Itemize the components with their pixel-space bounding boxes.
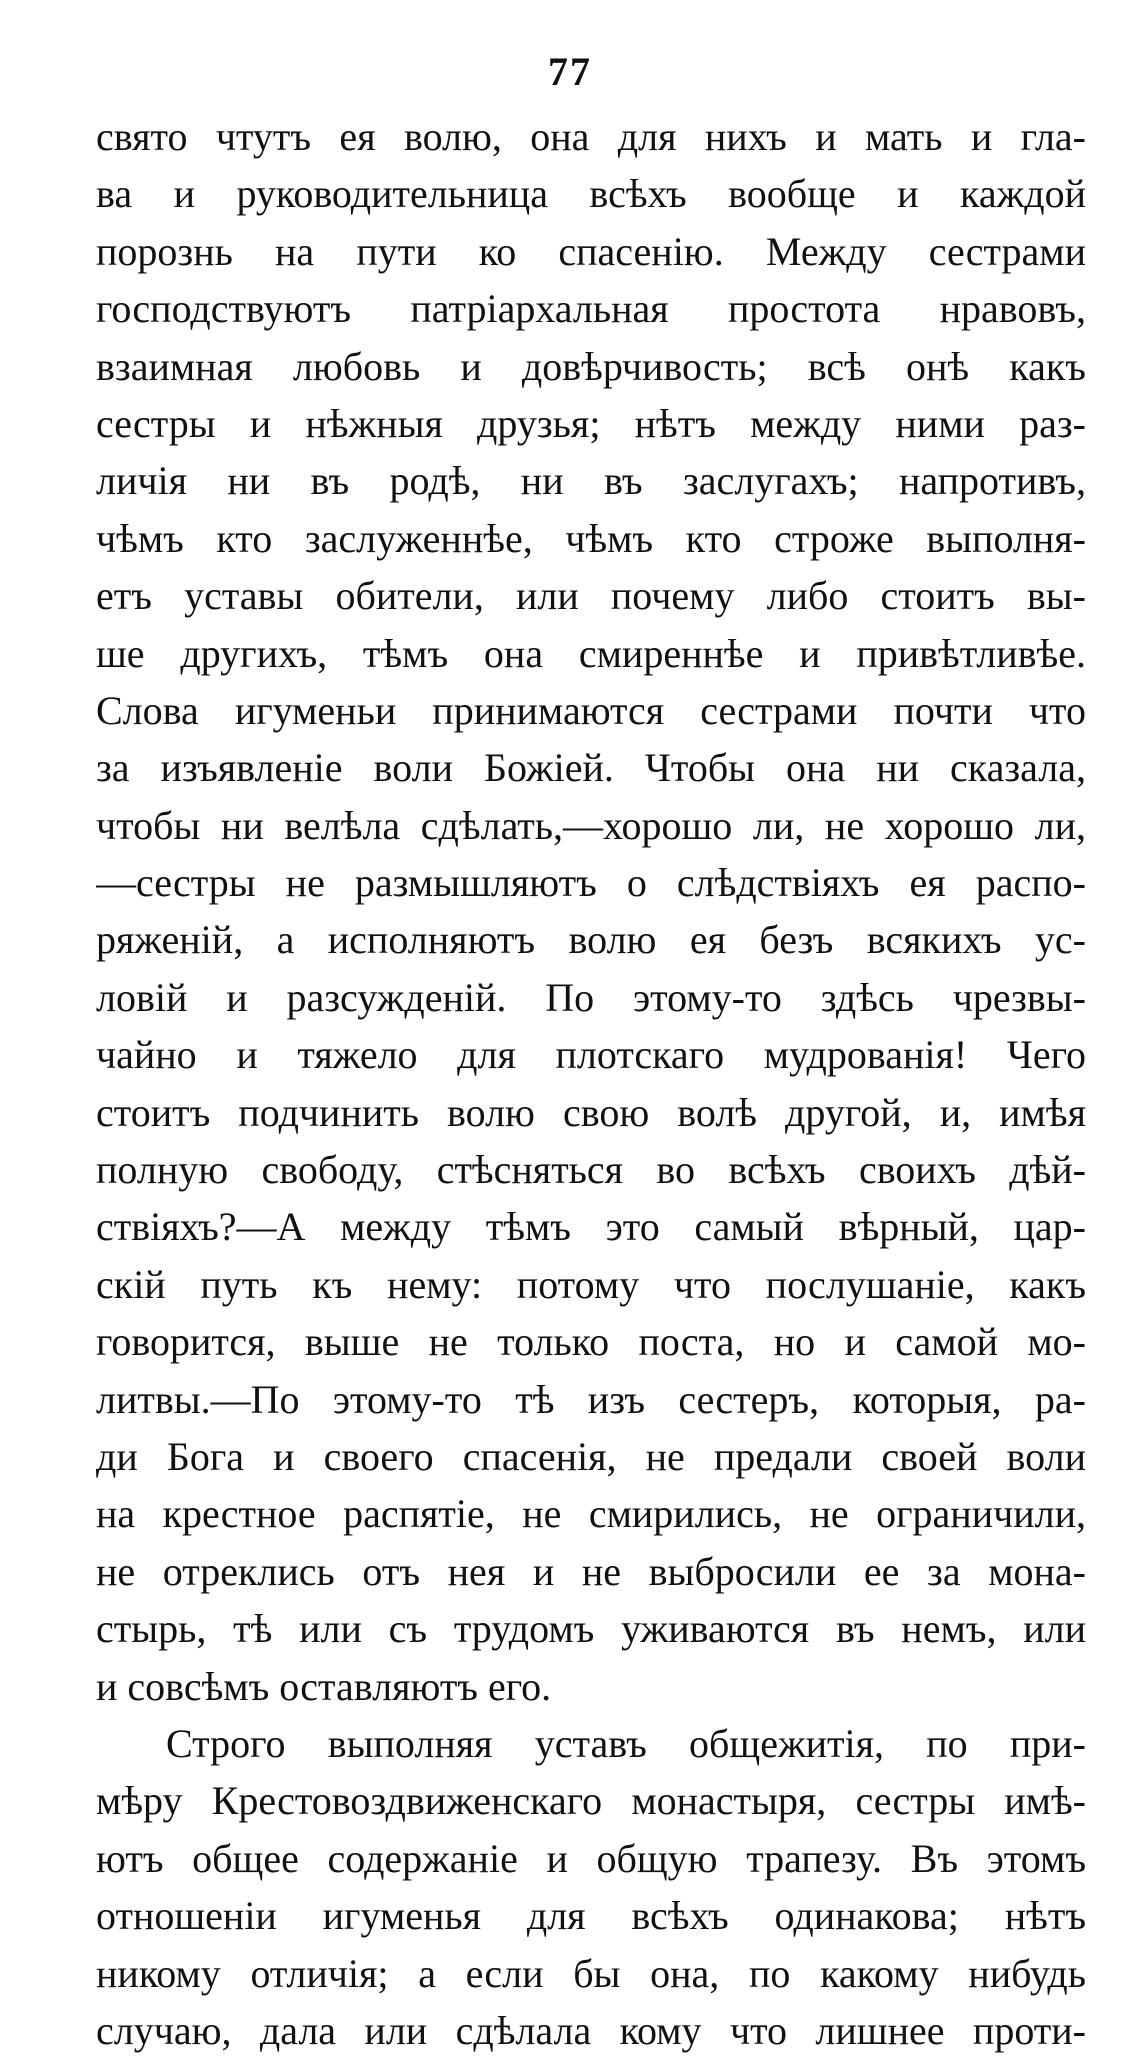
page-text (96, 108, 1086, 2059)
text-line: стоитъ подчинить волю свою волѣ другой, и, имѣя (96, 1089, 1086, 1135)
text-line: ютъ общее содержаніе и общую трапезу. Въ этомъ (96, 1835, 1086, 1881)
text-line: ловій и разсужденій. По этому-то здѣсь чрезвы- (96, 974, 1086, 1020)
text-line: порознь на пути ко спасенію. Между сестрами (96, 228, 1086, 274)
text-line: полную свободу, стѣсняться во всѣхъ своихъ дѣй- (96, 1147, 1086, 1193)
text-line: чѣмъ кто заслуженнѣе, чѣмъ кто строже выполня- (96, 515, 1086, 561)
text-line: сестры и нѣжныя друзья; нѣтъ между ними раз- (96, 400, 1086, 446)
paragraph-end-line: и совсѣмъ оставляютъ его. (96, 1663, 552, 1709)
text-line: чайно и тяжело для плотскаго мудрованія! Чего (96, 1032, 1086, 1078)
text-line: господствуютъ патріархальная простота нравовъ, (96, 286, 1086, 332)
text-line: етъ уставы обители, или почему либо стоитъ вы- (96, 573, 1086, 619)
text-line: —сестры не размышляютъ о слѣдствіяхъ ея распо- (96, 860, 1086, 906)
text-line: не отреклись отъ нея и не выбросили ее за мона- (96, 1548, 1086, 1594)
text-line: литвы.—По этому-то тѣ изъ сестеръ, которыя, ра- (96, 1376, 1086, 1422)
text-line: ствіяхъ?—А между тѣмъ это самый вѣрный, цар- (96, 1204, 1086, 1250)
text-line: мѣру Крестовоздвиженскаго монастыря, сестры имѣ- (96, 1778, 1086, 1824)
text-line: случаю, дала или сдѣлала кому что лишнее проти- (96, 2007, 1086, 2053)
text-line: ше другихъ, тѣмъ она смиреннѣе и привѣтливѣе. (96, 630, 1086, 676)
text-line: ди Бога и своего спасенія, не предали своей воли (96, 1433, 1086, 1479)
text-line: стырь, тѣ или съ трудомъ уживаются въ немъ, или (96, 1606, 1086, 1652)
text-line: никому отличія; а если бы она, по какому нибудь (96, 1950, 1086, 1996)
text-line: чтобы ни велѣла сдѣлать,—хорошо ли, не хорошо ли, (96, 802, 1086, 848)
text-line: взаимная любовь и довѣрчивость; всѣ онѣ какъ (96, 343, 1086, 389)
text-line: личія ни въ родѣ, ни въ заслугахъ; напротивъ, (96, 458, 1086, 504)
text-line: Слова игуменьи принимаются сестрами почти что (96, 687, 1086, 733)
text-line: скій путь къ нему: потому что послушаніе, какъ (96, 1261, 1086, 1307)
page-number: 77 (548, 49, 592, 94)
text-line: на крестное распятіе, не смирились, не ограничили, (96, 1491, 1086, 1537)
text-line: говорится, выше не только поста, но и самой мо- (96, 1319, 1086, 1365)
text-line: за изъявленіе воли Божіей. Чтобы она ни сказала, (96, 745, 1086, 791)
paragraph-start-line: Строго выполняя уставъ общежитія, по при- (166, 1720, 1086, 1766)
text-line: ряженій, а исполняютъ волю ея безъ всякихъ ус- (96, 917, 1086, 963)
text-line: ва и руководительница всѣхъ вообще и каждой (96, 171, 1086, 217)
text-line: свято чтутъ ея волю, она для нихъ и мать и гла- (96, 114, 1086, 159)
text-line: отношеніи игуменья для всѣхъ одинакова; нѣтъ (96, 1893, 1086, 1939)
